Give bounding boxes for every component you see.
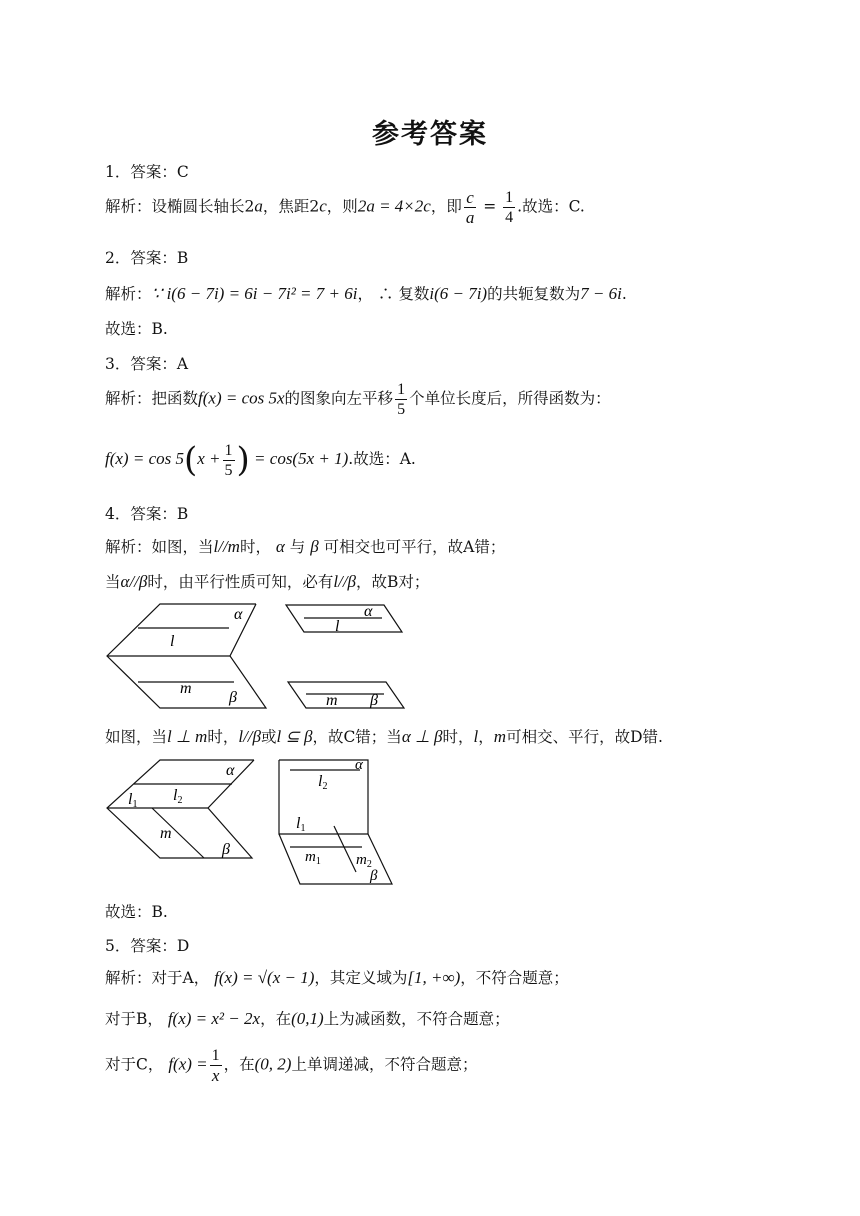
fig1-l-label: l — [170, 633, 175, 650]
fig3-l2-label: l2 — [173, 787, 183, 806]
fig3-l1-label: l1 — [128, 791, 138, 810]
fig2-m-label: m — [326, 692, 338, 709]
fig2-beta-label: β — [370, 692, 378, 709]
q2-conclusion: 故选：B. — [105, 320, 168, 338]
q5-answer: 5．答案：D — [105, 937, 190, 955]
fig1-beta-label: β — [229, 689, 237, 706]
fig4-m2-label: $m_2$ — [356, 852, 372, 870]
figure-perpendicular-planes — [276, 756, 396, 888]
q4-analysis-line1: 解析：如图，当l//m时， α 与 β 可相交也可平行，故A错； — [105, 537, 506, 556]
fig1-m-label: m — [180, 680, 192, 697]
q1-answer: 1．答案：C — [105, 163, 189, 181]
fig3-m-label: m — [160, 825, 172, 842]
q1-fraction-one-quarter: $\frac{1}{4}$ — [505, 189, 514, 226]
q3-result: f(x) = cos 5(x + $\frac{1}{5}$ ) = cos(5x + 1).故选：A. — [105, 440, 416, 480]
q3-answer: 3．答案：A — [105, 355, 189, 373]
q4-analysis-line2: 当α//β时，由平行性质可知，必有l//β，故B对； — [105, 572, 430, 591]
figure-perpendicular-lines — [104, 756, 260, 862]
q1-analysis: 解析：设椭圆长轴长2a，焦距2c，则2a = 4×2c，即 $\frac{c}{a}$ = $\frac{1}{4}$ .故选：C. — [105, 188, 585, 227]
fig2-alpha-label: α — [364, 603, 373, 620]
q4-answer: 4．答案：B — [105, 505, 189, 523]
q2-answer: 2．答案：B — [105, 249, 189, 267]
q5-fraction-one-over-x: $\frac{1}{x}$ — [211, 1047, 220, 1085]
fig2-l-label: l — [335, 618, 340, 635]
q3-analysis: 解析：把函数f(x) = cos 5x的图象向左平移 $\frac{1}{5}$ 个单位长度后，所得函数为： — [105, 381, 611, 418]
q5-analysis-a: 解析：对于A， f(x) = √(x − 1)，其定义域为[1, +∞)，不符合题意； — [105, 968, 569, 987]
fig3-beta-label: β — [222, 841, 230, 858]
q2-analysis: 解析：∵ i(6 − 7i) = 6i − 7i² = 7 + 6i， ∴ 复数i(6 − 7i)的共轭复数为7 − 6i. — [105, 284, 627, 303]
q3-fraction-one-fifth: $\frac{1}{5}$ — [397, 381, 406, 418]
q3-result-fraction: $\frac{1}{5}$ — [224, 441, 233, 479]
q5-analysis-c: 对于C， f(x) = $\frac{1}{x}$ ，在(0, 2)上单调递减，不符合题意； — [105, 1047, 478, 1085]
figure-intersecting-planes — [104, 600, 274, 712]
fig4-l2-label: l2 — [318, 773, 328, 792]
q4-analysis-line3: 如图，当l ⊥ m时，l//β或l ⊆ β，故C错；当α ⊥ β时，l，m可相交、平行，故D错. — [105, 727, 663, 746]
fig4-beta-label: β — [370, 868, 378, 884]
q5-analysis-b: 对于B， f(x) = x² − 2x，在(0,1)上为减函数，不符合题意； — [105, 1009, 510, 1028]
fig4-m1-label: $m_1$ — [305, 849, 321, 867]
fig1-alpha-label: α — [234, 606, 243, 623]
figure-parallel-planes — [284, 600, 408, 712]
page-title: 参考答案 — [372, 119, 488, 150]
fig4-l1-label: l1 — [296, 815, 306, 834]
fig4-alpha-label: α — [355, 757, 363, 773]
fig3-alpha-label: α — [226, 762, 235, 779]
q1-fraction-c-over-a: $\frac{c}{a}$ — [465, 188, 475, 227]
q4-conclusion: 故选：B. — [105, 903, 168, 921]
